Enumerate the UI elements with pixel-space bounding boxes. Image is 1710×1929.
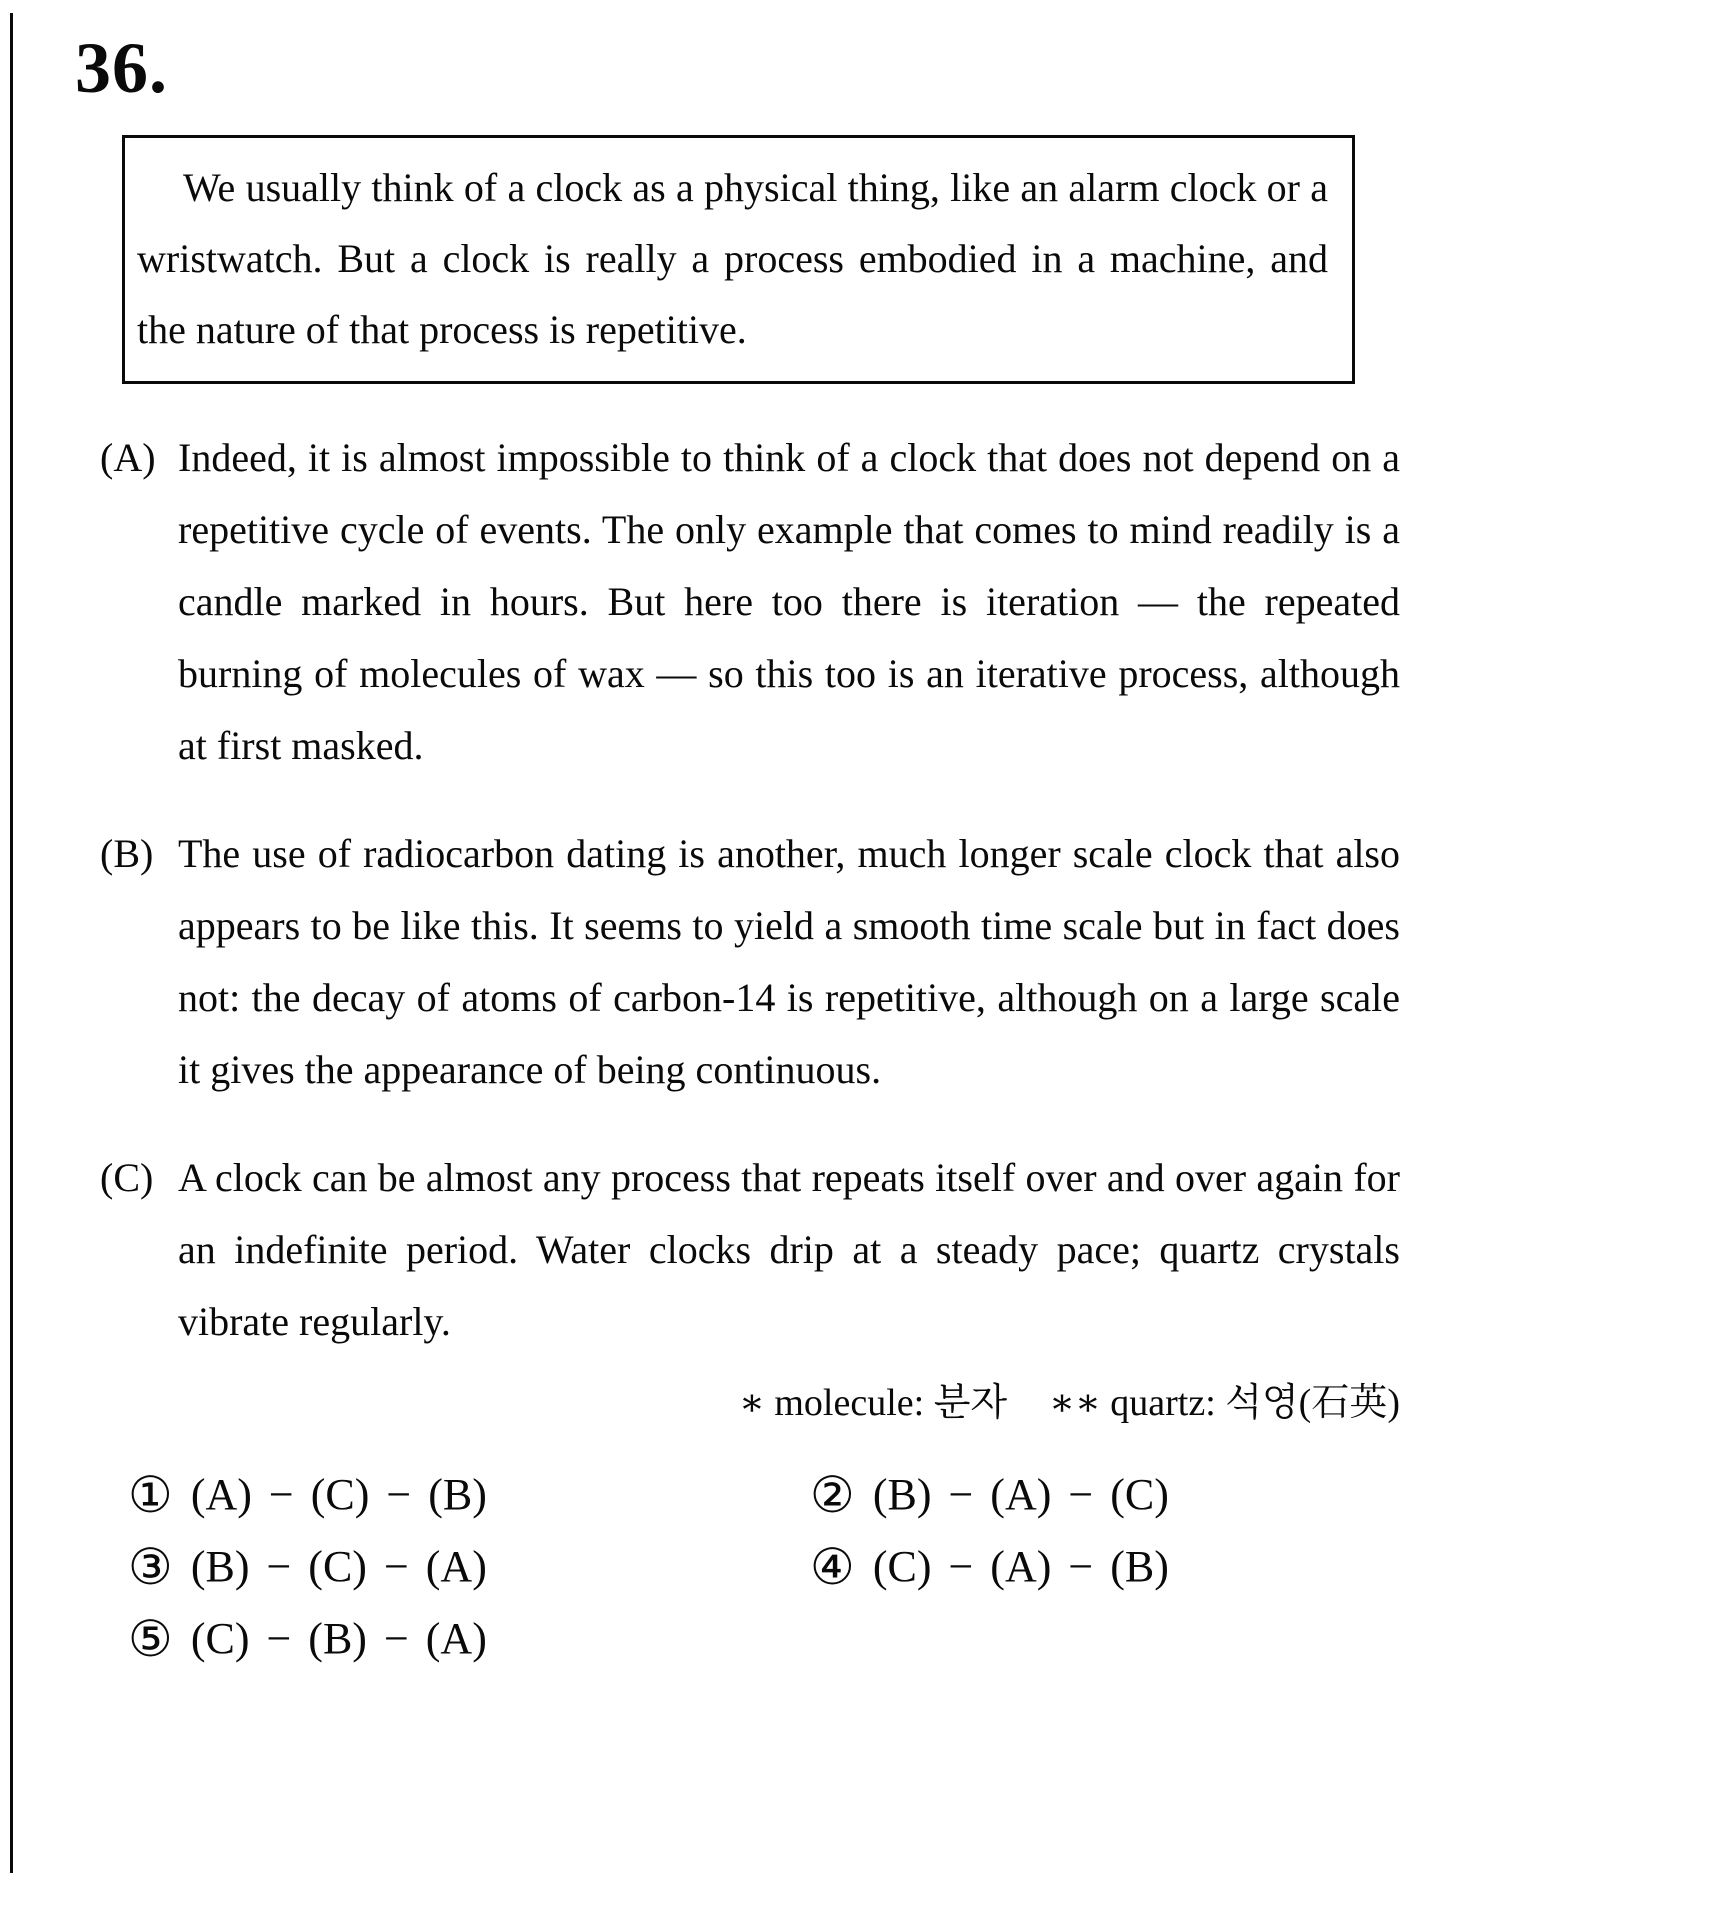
choice-2 <box>810 1466 1468 1524</box>
choice-2-circled-number: ② <box>810 1466 855 1524</box>
footnote-molecule: ∗ molecule: 분자 <box>739 1382 1008 1424</box>
choice-4 <box>810 1538 1468 1596</box>
column-divider-line <box>10 13 13 1873</box>
choice-1 <box>128 1466 810 1524</box>
paragraph-c-text: A clock can be almost any process that repeats itself over and over again for an indefinite period. Water clocks drip at a steady pace; quartz crystals vibrate regularly. <box>178 1155 1400 1344</box>
choice-5-text: (C) − (B) − (A) <box>190 1614 487 1663</box>
footnote-quartz: ∗∗ quartz: 석영(石英) <box>1049 1382 1400 1424</box>
paragraph-c <box>100 1142 1400 1358</box>
choice-3-text: (B) − (C) − (A) <box>190 1542 487 1591</box>
paragraph-b-text: The use of radiocarbon dating is another, much longer scale clock that also appears to be like this. It seems to yield a smooth time scale but in fact does not: the decay of atoms of carbon-14 is repetitive, although on a large scale it gives the appearance of being continuous. <box>178 831 1400 1092</box>
choice-5-circled-number: ⑤ <box>128 1610 173 1668</box>
passage-text: We usually think of a clock as a physical thing, like an alarm clock or a wristwatch. But a clock is really a process embodied in a machine, and the nature of that process is repetitive. <box>137 165 1328 352</box>
paragraph-c-label: (C) <box>100 1155 154 1200</box>
choice-5 <box>128 1610 810 1668</box>
paragraph-b-label: (B) <box>100 831 154 876</box>
choice-4-text: (C) − (A) − (B) <box>872 1542 1169 1591</box>
choice-3-circled-number: ③ <box>128 1538 173 1596</box>
question-number: 36. <box>75 28 168 108</box>
choice-1-text: (A) − (C) − (B) <box>190 1470 487 1519</box>
paragraph-a-label: (A) <box>100 435 156 480</box>
answer-choices <box>128 1466 1468 1668</box>
ordering-paragraphs <box>100 422 1400 1358</box>
paragraph-a-text: Indeed, it is almost impossible to think of a clock that does not depend on a repetitive cycle of events. The only example that comes to mind readily is a candle marked in hours. But here too there is iteration — the repeated burning of molecules of wax — so this too is an iterative process, although at first masked. <box>178 435 1400 768</box>
choice-3 <box>128 1538 810 1596</box>
paragraph-b <box>100 818 1400 1106</box>
choice-4-circled-number: ④ <box>810 1538 855 1596</box>
passage-box <box>122 135 1355 384</box>
choice-1-circled-number: ① <box>128 1466 173 1524</box>
choice-2-text: (B) − (A) − (C) <box>872 1470 1169 1519</box>
vocabulary-footnote <box>122 1376 1400 1430</box>
paragraph-a <box>100 422 1400 782</box>
